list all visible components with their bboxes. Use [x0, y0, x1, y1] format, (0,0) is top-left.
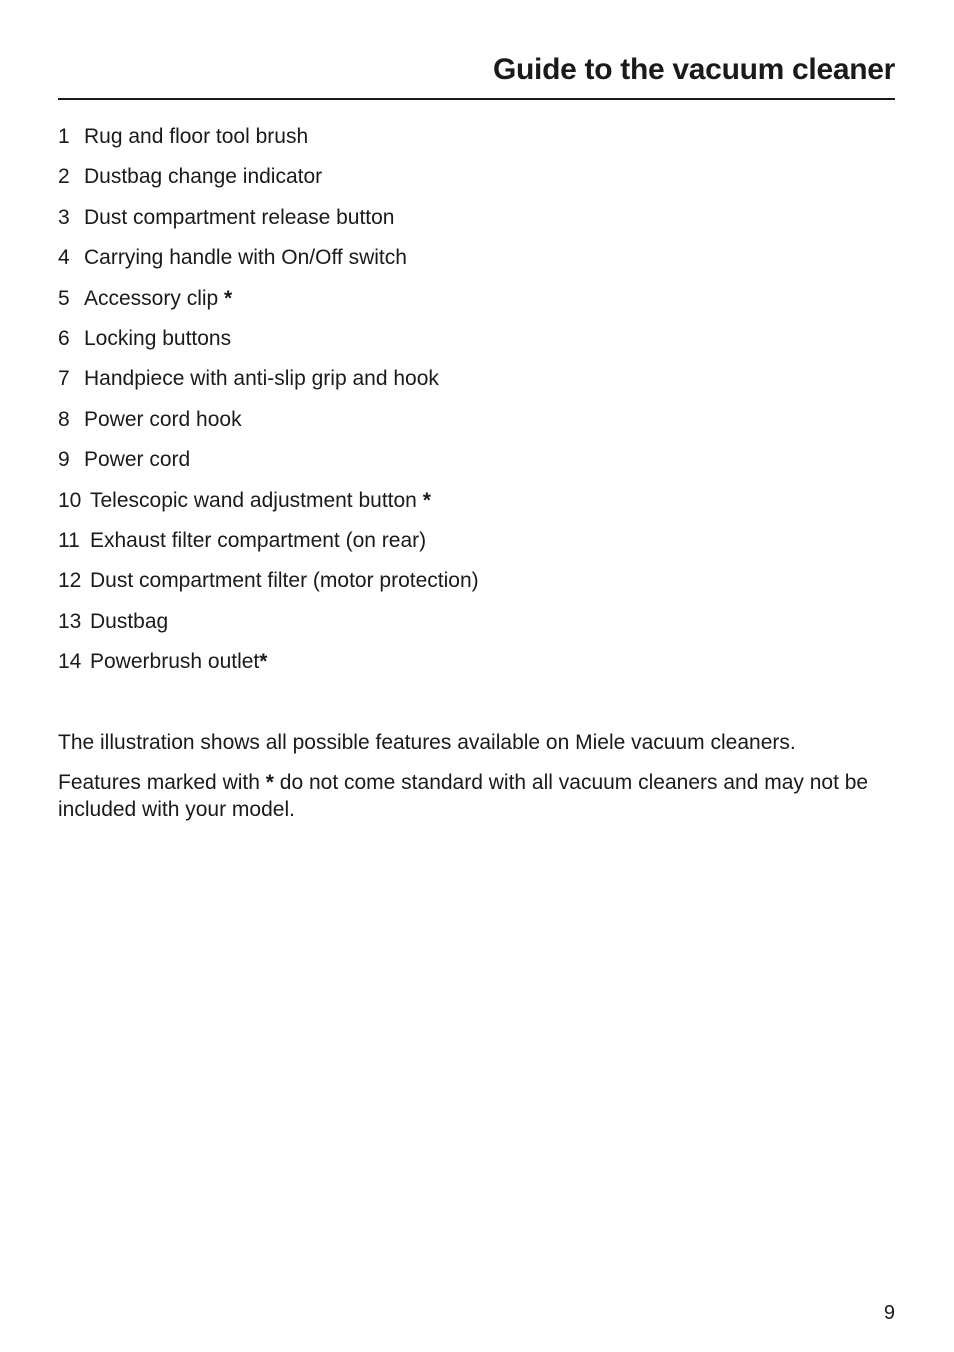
item-label: Carrying handle with On/Off switch [84, 246, 407, 270]
item-number: 10 [58, 488, 82, 512]
item-label: Dust compartment release button [84, 205, 395, 229]
item-label: Locking buttons [84, 326, 232, 350]
item-number: 5 [58, 286, 70, 310]
item-label: Exhaust filter compartment (on rear) [90, 528, 427, 552]
item-label: Dust compartment filter (motor protection) [90, 569, 479, 593]
parts-list [58, 121, 895, 686]
item-number: 11 [58, 528, 80, 552]
title-divider [58, 98, 895, 100]
list-item [58, 646, 895, 678]
list-item [58, 525, 895, 557]
list-item [58, 242, 895, 274]
page-number: 9 [883, 1302, 895, 1324]
item-number: 9 [58, 448, 70, 472]
illustration-note: The illustration shows all possible features available on Miele vacuum cleaners. [58, 731, 796, 754]
list-item [58, 202, 895, 234]
item-label: Power cord hook [84, 407, 242, 431]
item-number: 2 [58, 165, 70, 189]
list-item [58, 363, 895, 395]
features-note-end: do not come standard with all vacuum cleaners and may not be included with your model. [58, 771, 874, 821]
item-number: 3 [58, 205, 70, 229]
list-item [58, 283, 895, 315]
item-label: Handpiece with anti-slip grip and hook [84, 367, 439, 391]
item-number: 12 [58, 569, 82, 593]
item-label: Dustbag change indicator [84, 165, 323, 189]
item-label: Rug and floor tool brush [84, 125, 309, 148]
optional-marker: * [259, 650, 268, 674]
item-number: 7 [58, 367, 70, 391]
list-item [58, 606, 895, 638]
item-number: 6 [58, 326, 70, 350]
item-label: Power cord [84, 448, 191, 472]
item-number: 14 [58, 650, 82, 674]
item-number: 8 [58, 407, 70, 431]
notes-section [58, 729, 895, 836]
item-label: Dustbag [90, 609, 169, 633]
item-label: Accessory clip [84, 286, 225, 310]
item-number: 1 [58, 125, 70, 148]
list-item [58, 121, 895, 153]
item-label: Telescopic wand adjustment button [90, 488, 423, 512]
optional-marker: * [265, 771, 274, 794]
page-header [58, 52, 895, 88]
optional-marker: * [422, 488, 431, 512]
item-number: 13 [58, 609, 82, 633]
list-item [58, 161, 895, 193]
item-label: Powerbrush outlet [90, 650, 260, 674]
page-title: Guide to the vacuum cleaner [492, 53, 895, 86]
list-item [58, 323, 895, 355]
list-item [58, 565, 895, 597]
optional-marker: * [224, 286, 233, 310]
item-number: 4 [58, 246, 70, 270]
features-note [58, 769, 895, 823]
features-note-start: Features marked with [58, 771, 266, 794]
list-item [58, 404, 895, 436]
list-item [58, 485, 895, 517]
list-item [58, 444, 895, 476]
